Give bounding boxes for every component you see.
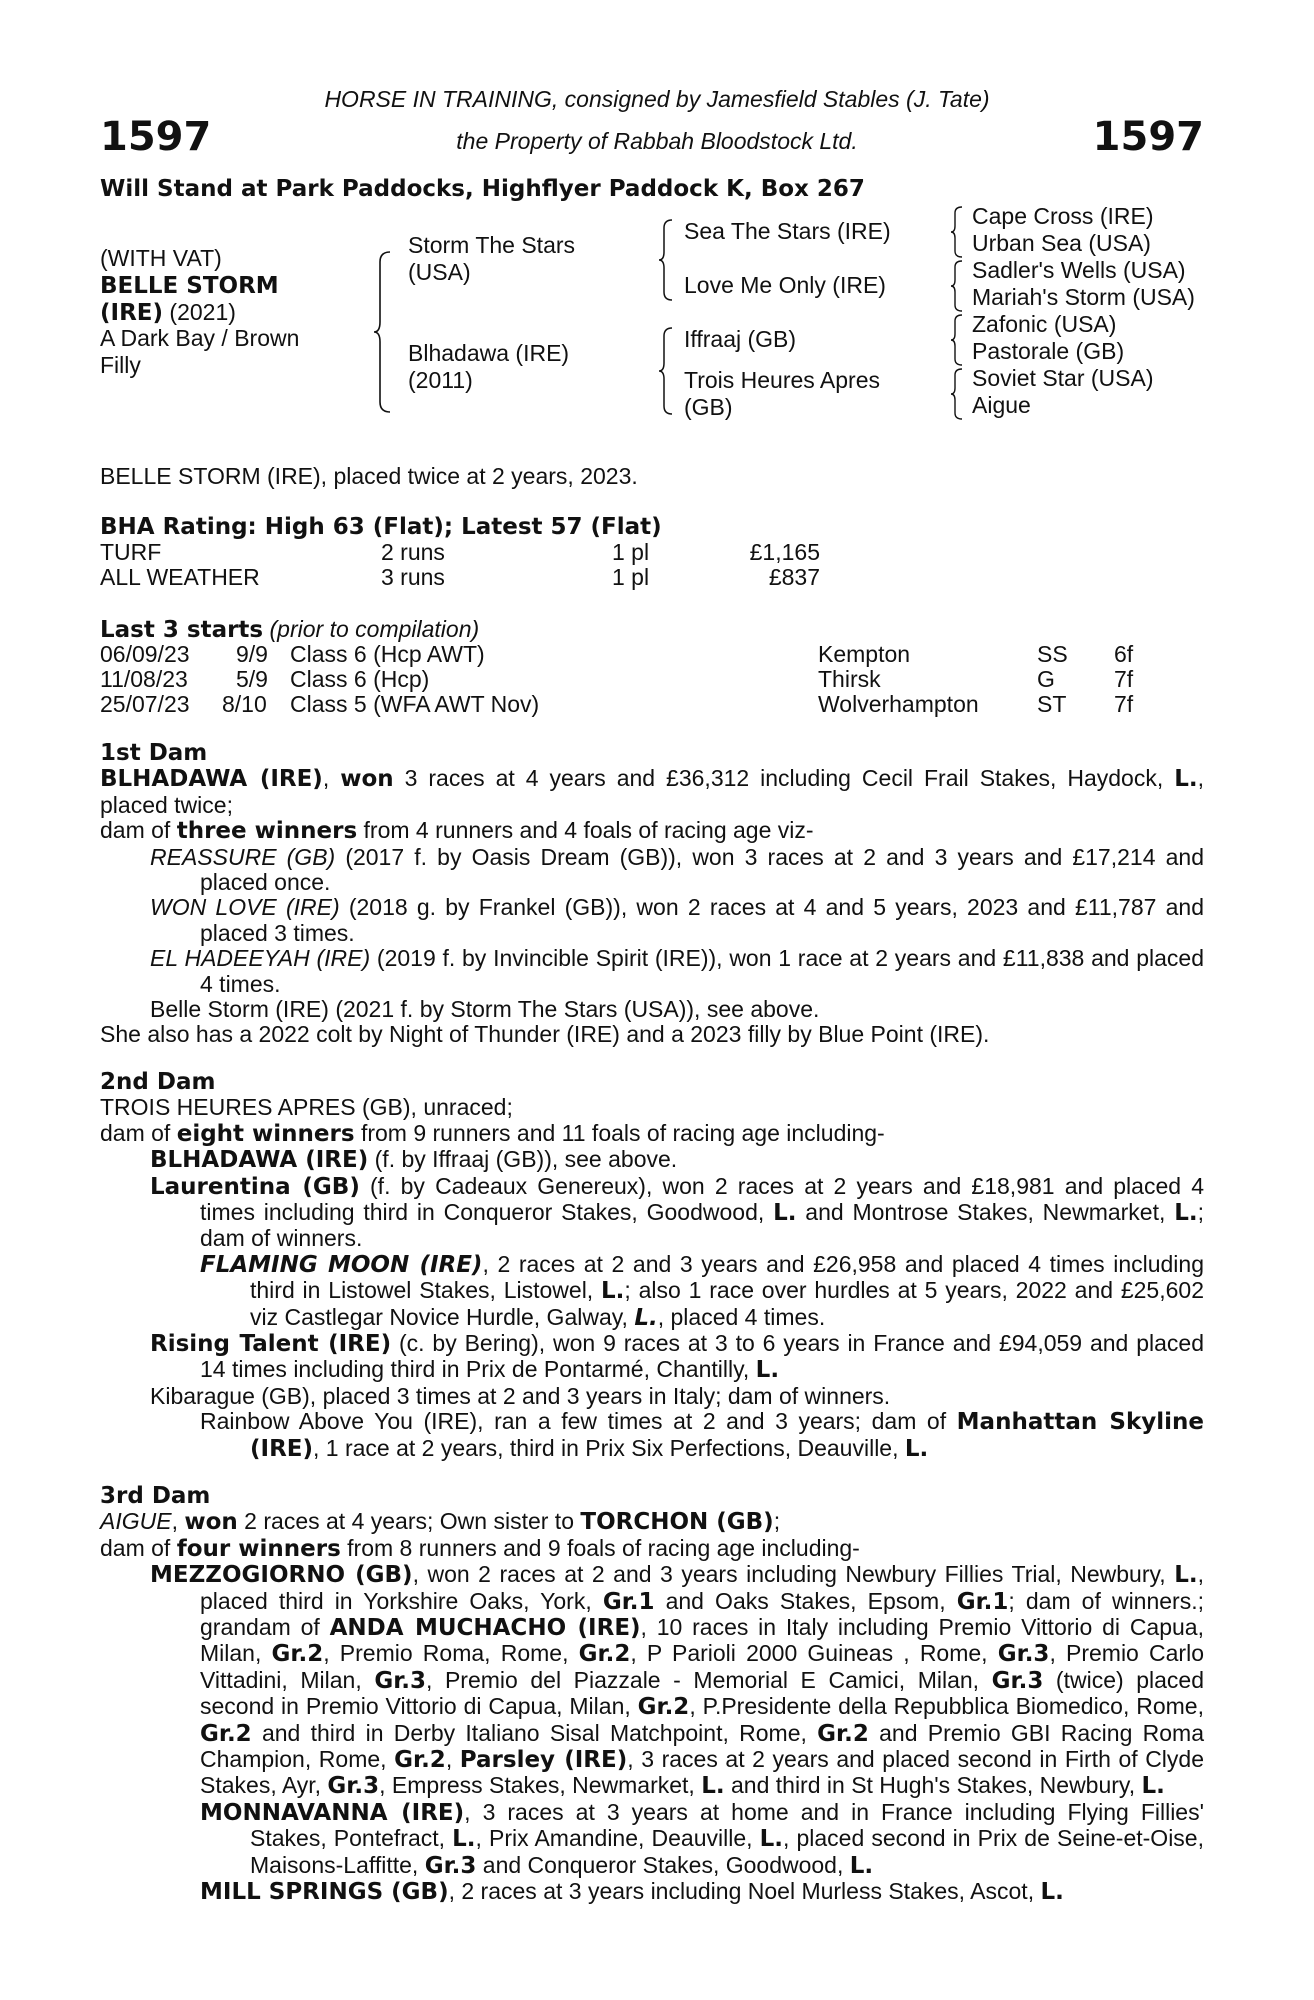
start-1-race: Class 6 (Hcp AWT) <box>290 641 485 667</box>
produce-mill-springs: MILL SPRINGS (GB), 2 races at 3 years including Noel Murless Stakes, Ascot, L. <box>200 1878 1064 1906</box>
first-dam-foals: She also has a 2022 colt by Night of Thunder (IRE) and a 2023 filly by Blue Point (IRE). <box>100 1021 990 1048</box>
aw-label: ALL WEATHER <box>100 564 260 590</box>
produce-belle-storm: Belle Storm (IRE) (2021 f. by Storm The Stars (USA)), see above. <box>150 996 820 1023</box>
start-3-race: Class 5 (WFA AWT Nov) <box>290 691 540 717</box>
start-1-going: SS <box>1037 641 1068 667</box>
start-3-dist: 7f <box>1114 691 1134 717</box>
second-dam-record: TROIS HEURES APRES (GB), unraced; <box>100 1094 513 1121</box>
turf-placed: 1 pl <box>612 539 650 565</box>
horse-colour: A Dark Bay / Brown <box>100 325 300 351</box>
start-1-date: 06/09/23 <box>100 641 190 667</box>
dam-records <box>100 741 1204 1905</box>
brace-g3-3 <box>950 313 964 367</box>
last-starts-heading: Last 3 starts (prior to compilation) <box>100 616 480 643</box>
produce-kibarague: Kibarague (GB), placed 3 times at 2 and 3 years in Italy; dam of winners. <box>150 1382 891 1409</box>
turf-money: £1,165 <box>749 539 820 565</box>
brace-g3-4 <box>950 367 964 421</box>
first-dam-heading: 1st Dam <box>100 740 208 766</box>
start-2-race: Class 6 (Hcp) <box>290 666 430 692</box>
sire-name: Storm The Stars <box>408 232 576 258</box>
pedigree-brace-main <box>372 250 394 414</box>
produce-flaming-moon: FLAMING MOON (IRE), 2 races at 2 and 3 years and £26,958 and placed 4 times including third in Listowel Stakes, Listowel, L.; also 1 race over hurdles at 5 years, 2022 and £25,602 viz Castlegar Novice Hurdle, Galway, L., placed 4 times. <box>200 1250 1205 1331</box>
start-2-date: 11/08/23 <box>100 666 188 692</box>
sire-dam: Love Me Only (IRE) <box>684 272 886 298</box>
start-2-going: G <box>1037 666 1055 692</box>
g3-7: Soviet Star (USA) <box>972 365 1154 391</box>
produce-el-hadeeyah: EL HADEEYAH (IRE) (2019 f. by Invincible Spirit (IRE)), won 1 race at 2 years and £11,838 and placed 4 times. <box>150 945 1204 997</box>
start-2-dist: 7f <box>1114 666 1134 692</box>
start-1-dist: 6f <box>1114 641 1134 667</box>
stand-location: Will Stand at Park Paddocks, Highflyer Paddock K, Box 267 <box>100 176 865 202</box>
dam-sire: Iffraaj (GB) <box>684 326 797 352</box>
start-2-course: Thirsk <box>818 666 881 692</box>
dam-year: (2011) <box>408 367 473 393</box>
produce-blhadawa: BLHADAWA (IRE) (f. by Iffraaj (GB)), see above. <box>150 1146 678 1174</box>
horse-name: BELLE STORM <box>100 273 279 299</box>
g3-5: Zafonic (USA) <box>972 311 1117 337</box>
lot-number-left: 1597 <box>100 114 212 160</box>
produce-rising-talent: Rising Talent (IRE) (c. by Bering), won 9 races at 3 to 6 years in France and £94,059 and placed 14 times including third in Prix de Pontarmé, Chantilly, L. <box>150 1329 1204 1384</box>
produce-reassure: REASSURE (GB) (2017 f. by Oasis Dream (GB)), won 3 races at 2 and 3 years and £17,214 and placed once. <box>150 843 1204 896</box>
produce-mezzogiorno: MEZZOGIORNO (GB), won 2 races at 2 and 3 years including Newbury Fillies Trial, Newbury, L., placed third in Yorkshire Oaks, York, Gr.1 and Oaks Stakes, Epsom, Gr.1; dam of winners.; grandam of ANDA MUCHACHO (IRE), 10 races in Italy including Premio Vittorio di Capua, Milan, Gr.2, Premio Roma, Rome, Gr.2, P Parioli 2000 Guineas , Rome, Gr.3, Premio Carlo Vittadini, Milan, Gr.3, Premio del Piazzale - Memorial E Camici, Milan, Gr.3 (twice) placed second in Premio Vittorio di Capua, Milan, Gr.2, P.Presidente della Repubblica Biomedico, Rome, Gr.2 and third in Derby Italiano Sisal Matchpoint, Rome, Gr.2 and Premio GBI Racing Roma Champion, Rome, Gr.2, Parsley (IRE), 3 races at 2 years and placed second in Firth of Clyde Stakes, Ayr, Gr.3, Empress Stakes, Newmarket, L. and third in St Hugh's Stakes, Newbury, L. <box>150 1561 1204 1800</box>
turf-runs: 2 runs <box>381 539 445 565</box>
g3-1: Cape Cross (IRE) <box>972 203 1154 229</box>
brace-g3-1 <box>950 205 964 259</box>
g3-8: Aigue <box>972 392 1031 418</box>
produce-laurentina: Laurentina (GB) (f. by Cadeaux Genereux), won 2 races at 2 years and £18,981 and placed 4 times including third in Conqueror Stakes, Goodwood, L. and Montrose Stakes, Newmarket, L.; dam of winners. <box>150 1172 1204 1252</box>
dam-dam: Trois Heures Apres <box>684 367 880 393</box>
vat-note: (WITH VAT) <box>100 245 222 271</box>
second-dam-heading: 2nd Dam <box>100 1068 216 1095</box>
start-3-pos: 8/10 <box>222 691 267 717</box>
third-dam-heading: 3rd Dam <box>100 1482 211 1509</box>
first-dam-produce: dam of three winners from 4 runners and 4 foals of racing age viz- <box>100 817 814 845</box>
aw-money: £837 <box>768 564 820 590</box>
pedigree-brace-dam <box>658 326 674 416</box>
produce-won-love: WON LOVE (IRE) (2018 g. by Frankel (GB)), won 2 races at 4 and 5 years, 2023 and £11,787 and placed 3 times. <box>150 894 1204 946</box>
first-dam-record: BLHADAWA (IRE), won 3 races at 4 years and £36,312 including Cecil Frail Stakes, Haydock, L., placed twice; <box>100 765 1205 818</box>
g3-2: Urban Sea (USA) <box>972 230 1151 256</box>
turf-label: TURF <box>100 539 162 565</box>
start-1-pos: 9/9 <box>236 641 268 667</box>
third-dam-produce: dam of four winners from 8 runners and 9 foals of racing age including- <box>100 1534 860 1562</box>
start-3-date: 25/07/23 <box>100 691 190 717</box>
brace-g3-2 <box>950 259 964 313</box>
start-1-course: Kempton <box>818 641 911 667</box>
dam-dam-origin: (GB) <box>684 394 733 420</box>
g3-4: Mariah's Storm (USA) <box>972 284 1195 310</box>
property-line: the Property of Rabbah Bloodstock Ltd. <box>456 128 858 154</box>
third-dam-record: AIGUE, won 2 races at 4 years; Own sister to TORCHON (GB); <box>100 1508 781 1536</box>
horse-sex: Filly <box>100 352 141 378</box>
race-summary: BELLE STORM (IRE), placed twice at 2 years, 2023. <box>100 463 638 489</box>
bha-rating: BHA Rating: High 63 (Flat); Latest 57 (Flat) <box>100 514 662 540</box>
start-2-pos: 5/9 <box>236 666 268 692</box>
start-3-course: Wolverhampton <box>818 691 979 717</box>
second-dam-produce: dam of eight winners from 9 runners and 11 foals of racing age including- <box>100 1119 885 1147</box>
produce-monnavanna: MONNAVANNA (IRE), 3 races at 3 years at home and in France including Flying Fillies' Stakes, Pontefract, L., Prix Amandine, Deauville, L., placed second in Prix de Seine-et-Oise, Maisons-Laffitte, Gr.3 and Conqueror Stakes, Goodwood, L. <box>200 1798 1204 1879</box>
produce-rainbow-above-you: Rainbow Above You (IRE), ran a few times at 2 and 3 years; dam of Manhattan Skyline (IRE), 1 race at 2 years, third in Prix Six Perfections, Deauville, L. <box>200 1408 1204 1462</box>
sire-sire: Sea The Stars (IRE) <box>684 218 891 244</box>
aw-runs: 3 runs <box>381 564 445 590</box>
g3-3: Sadler's Wells (USA) <box>972 257 1186 283</box>
sire-origin: (USA) <box>408 259 471 285</box>
consignor-line: HORSE IN TRAINING, consigned by Jamesfield Stables (J. Tate) <box>324 86 990 112</box>
pedigree-brace-sire <box>658 218 674 302</box>
dam-name: Blhadawa (IRE) <box>408 340 570 366</box>
aw-placed: 1 pl <box>612 564 650 590</box>
lot-number-right: 1597 <box>1092 114 1204 160</box>
horse-origin: (IRE) (2021) <box>100 299 236 326</box>
start-3-going: ST <box>1037 691 1067 717</box>
g3-6: Pastorale (GB) <box>972 338 1125 364</box>
